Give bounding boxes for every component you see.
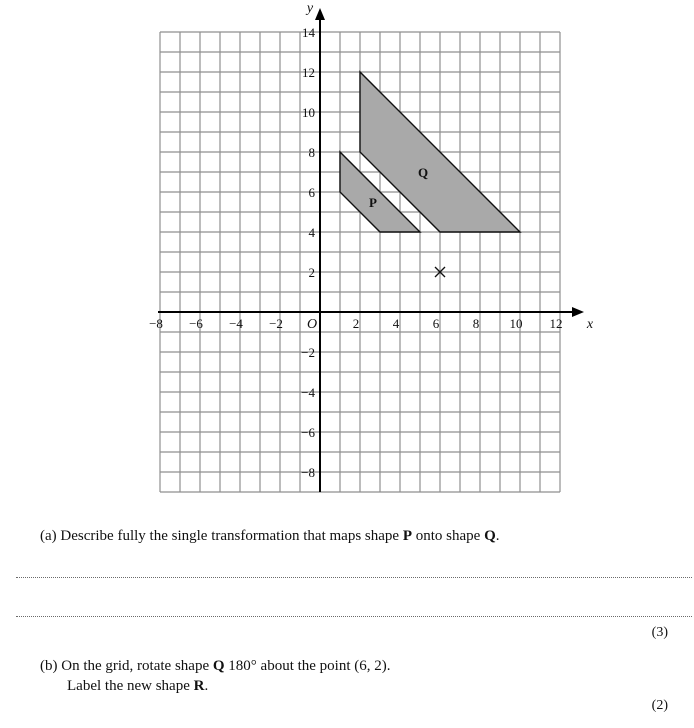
y-tick-label: 12 bbox=[302, 65, 315, 80]
shape-label-p: P bbox=[369, 195, 377, 210]
y-axis-arrow bbox=[315, 8, 325, 20]
x-tick-label: −4 bbox=[229, 316, 243, 331]
shapes-layer bbox=[340, 72, 520, 277]
shape-label-q: Q bbox=[417, 165, 429, 180]
x-axis-label: x bbox=[586, 317, 594, 332]
question-b-suffix: 180° about the point (6, 2). bbox=[224, 658, 391, 674]
x-tick-label: 2 bbox=[352, 316, 360, 331]
y-tick-label: −6 bbox=[301, 425, 315, 440]
x-tick-label: 12 bbox=[549, 316, 563, 331]
question-b-line2 bbox=[67, 677, 208, 695]
y-tick-label: −4 bbox=[301, 385, 315, 400]
x-tick-label: −2 bbox=[269, 316, 283, 331]
answer-line-2[interactable] bbox=[16, 616, 692, 617]
marks-b: (2) bbox=[651, 698, 668, 713]
x-tick-label: −8 bbox=[149, 316, 163, 331]
y-tick-label: 10 bbox=[302, 105, 315, 120]
question-a-suffix: . bbox=[495, 528, 500, 544]
question-a-text bbox=[40, 527, 499, 545]
x-tick-label: 10 bbox=[509, 316, 523, 331]
x-tick-label: 8 bbox=[472, 316, 480, 331]
y-tick-label: 4 bbox=[308, 225, 315, 240]
y-tick-label: 14 bbox=[302, 25, 315, 40]
marks-a: (3) bbox=[651, 625, 668, 640]
answer-line-1[interactable] bbox=[16, 577, 692, 578]
shape-p-ref: P bbox=[402, 528, 412, 544]
x-axis-arrow bbox=[572, 307, 584, 317]
question-a-prefix: (a) Describe fully the single transformation that maps shape bbox=[40, 528, 403, 544]
shape-r-ref: R bbox=[193, 678, 205, 694]
question-b-line2-suffix: . bbox=[204, 678, 209, 694]
question-a-mid: onto shape bbox=[411, 528, 485, 544]
y-tick-label: 8 bbox=[308, 145, 315, 160]
question-b-prefix: (b) On the grid, rotate shape bbox=[40, 658, 213, 674]
y-tick-label: −2 bbox=[301, 345, 315, 360]
y-tick-label: 2 bbox=[308, 265, 315, 280]
y-tick-label: −8 bbox=[301, 465, 315, 480]
origin-label: O bbox=[306, 317, 318, 332]
question-b-line1 bbox=[40, 657, 391, 675]
y-axis-label: y bbox=[306, 1, 314, 16]
shape-q-ref-b: Q bbox=[212, 658, 225, 674]
x-tick-label: 6 bbox=[432, 316, 440, 331]
axis-tick-labels bbox=[149, 1, 594, 480]
x-tick-label: −6 bbox=[189, 316, 203, 331]
y-tick-label: 6 bbox=[308, 185, 315, 200]
question-b-line2-prefix: Label the new shape bbox=[67, 678, 194, 694]
shape-q-ref: Q bbox=[484, 528, 496, 544]
x-tick-label: 4 bbox=[392, 316, 400, 331]
